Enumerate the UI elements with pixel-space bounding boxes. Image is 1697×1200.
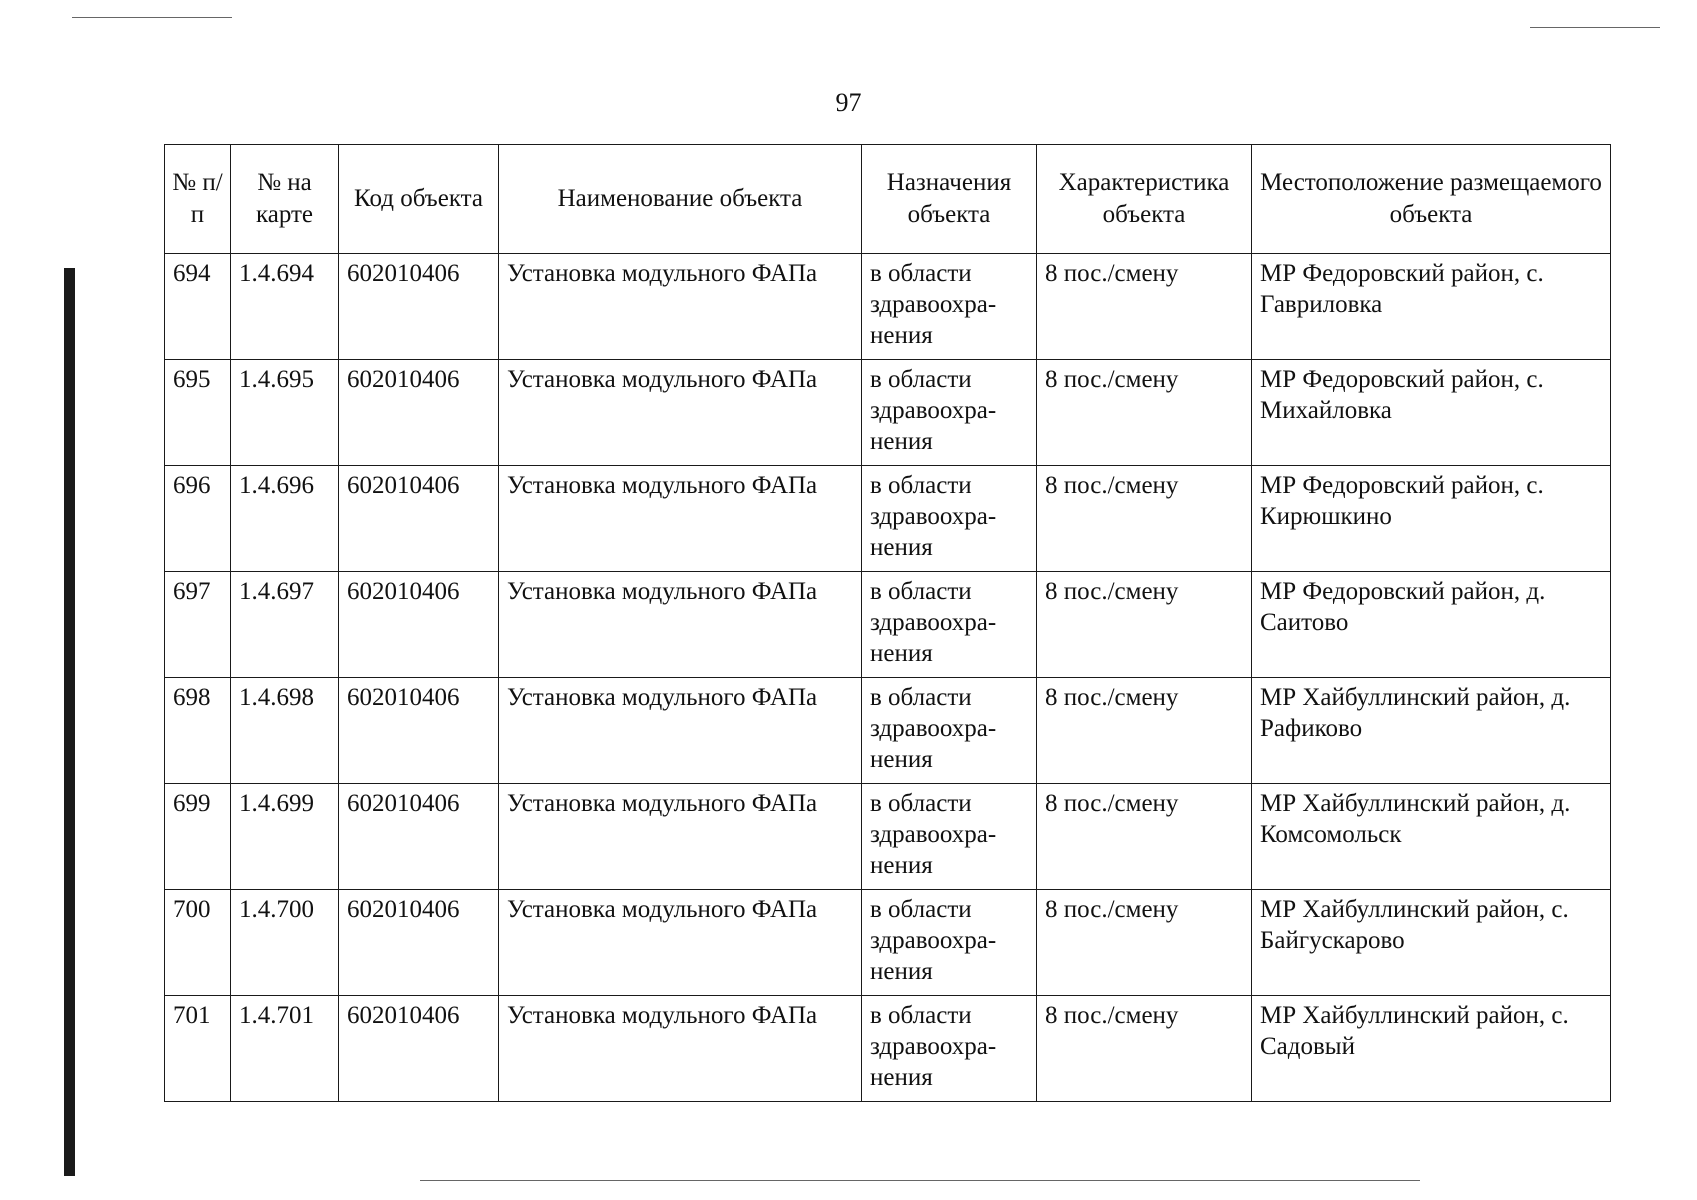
cell-object-location: МР Хайбуллинский район, с. Садовый — [1252, 996, 1611, 1102]
cell-object-characteristic: 8 пос./смену — [1037, 678, 1252, 784]
cell-object-code: 602010406 — [339, 678, 499, 784]
cell-object-purpose: в области здравоохра-нения — [862, 466, 1037, 572]
header-object-location: Местоположение размещаемого объекта — [1252, 145, 1611, 254]
cell-object-location: МР Федоровский район, д. Саитово — [1252, 572, 1611, 678]
cell-object-location: МР Хайбуллинский район, с. Байгускарово — [1252, 890, 1611, 996]
header-object-name: Наименование объекта — [499, 145, 862, 254]
cell-object-characteristic: 8 пос./смену — [1037, 254, 1252, 360]
cell-object-name: Установка модульного ФАПа — [499, 784, 862, 890]
cell-object-code: 602010406 — [339, 466, 499, 572]
cell-object-code: 602010406 — [339, 360, 499, 466]
cell-object-purpose: в области здравоохра-нения — [862, 678, 1037, 784]
cell-object-location: МР Федоровский район, с. Кирюшкино — [1252, 466, 1611, 572]
page-number: 97 — [835, 88, 862, 117]
header-object-code: Код объекта — [339, 145, 499, 254]
cell-object-name: Установка модульного ФАПа — [499, 890, 862, 996]
cell-object-name: Установка модульного ФАПа — [499, 360, 862, 466]
table-header-row — [165, 145, 1611, 254]
cell-object-location: МР Хайбуллинский район, д. Рафиково — [1252, 678, 1611, 784]
cell-object-purpose: в области здравоохра-нения — [862, 572, 1037, 678]
table-row — [165, 996, 1611, 1102]
cell-map-number: 1.4.694 — [231, 254, 339, 360]
cell-num: 698 — [165, 678, 231, 784]
table-row — [165, 466, 1611, 572]
cell-num: 694 — [165, 254, 231, 360]
cell-object-location: МР Федоровский район, с. Гавриловка — [1252, 254, 1611, 360]
cell-num: 699 — [165, 784, 231, 890]
cell-object-name: Установка модульного ФАПа — [499, 254, 862, 360]
cell-object-purpose: в области здравоохра-нения — [862, 890, 1037, 996]
cell-object-purpose: в области здравоохра-нения — [862, 360, 1037, 466]
cell-object-code: 602010406 — [339, 784, 499, 890]
cell-object-characteristic: 8 пос./смену — [1037, 890, 1252, 996]
binding-edge-bar — [64, 268, 75, 1176]
header-num: № п/п — [165, 145, 231, 254]
cell-map-number: 1.4.701 — [231, 996, 339, 1102]
cell-object-characteristic: 8 пос./смену — [1037, 360, 1252, 466]
header-map-number: № на карте — [231, 145, 339, 254]
cell-object-code: 602010406 — [339, 890, 499, 996]
cell-num: 700 — [165, 890, 231, 996]
cell-object-name: Установка модульного ФАПа — [499, 466, 862, 572]
cell-object-purpose: в области здравоохра-нения — [862, 784, 1037, 890]
cell-object-characteristic: 8 пос./смену — [1037, 572, 1252, 678]
header-object-characteristic: Характеристика объекта — [1037, 145, 1252, 254]
cell-object-name: Установка модульного ФАПа — [499, 678, 862, 784]
table-row — [165, 572, 1611, 678]
cell-object-name: Установка модульного ФАПа — [499, 996, 862, 1102]
scan-edge-top-right — [1530, 27, 1660, 28]
table-row — [165, 254, 1611, 360]
cell-object-code: 602010406 — [339, 996, 499, 1102]
cell-object-purpose: в области здравоохра-нения — [862, 254, 1037, 360]
table-row — [165, 784, 1611, 890]
cell-num: 695 — [165, 360, 231, 466]
cell-object-code: 602010406 — [339, 254, 499, 360]
cell-object-characteristic: 8 пос./смену — [1037, 466, 1252, 572]
cell-object-purpose: в области здравоохра-нения — [862, 996, 1037, 1102]
cell-object-code: 602010406 — [339, 572, 499, 678]
cell-map-number: 1.4.700 — [231, 890, 339, 996]
cell-map-number: 1.4.695 — [231, 360, 339, 466]
cell-map-number: 1.4.697 — [231, 572, 339, 678]
table-row — [165, 890, 1611, 996]
cell-object-name: Установка модульного ФАПа — [499, 572, 862, 678]
cell-object-characteristic: 8 пос./смену — [1037, 996, 1252, 1102]
scan-edge-bottom — [420, 1180, 1420, 1181]
cell-map-number: 1.4.698 — [231, 678, 339, 784]
objects-table — [164, 144, 1611, 1102]
table-row — [165, 678, 1611, 784]
cell-object-location: МР Федоровский район, с. Михайловка — [1252, 360, 1611, 466]
cell-map-number: 1.4.699 — [231, 784, 339, 890]
cell-num: 696 — [165, 466, 231, 572]
cell-map-number: 1.4.696 — [231, 466, 339, 572]
cell-num: 701 — [165, 996, 231, 1102]
scan-edge-top-left — [72, 17, 232, 18]
cell-object-characteristic: 8 пос./смену — [1037, 784, 1252, 890]
cell-object-location: МР Хайбуллинский район, д. Комсомольск — [1252, 784, 1611, 890]
table-row — [165, 360, 1611, 466]
header-object-purpose: Назначения объекта — [862, 145, 1037, 254]
cell-num: 697 — [165, 572, 231, 678]
